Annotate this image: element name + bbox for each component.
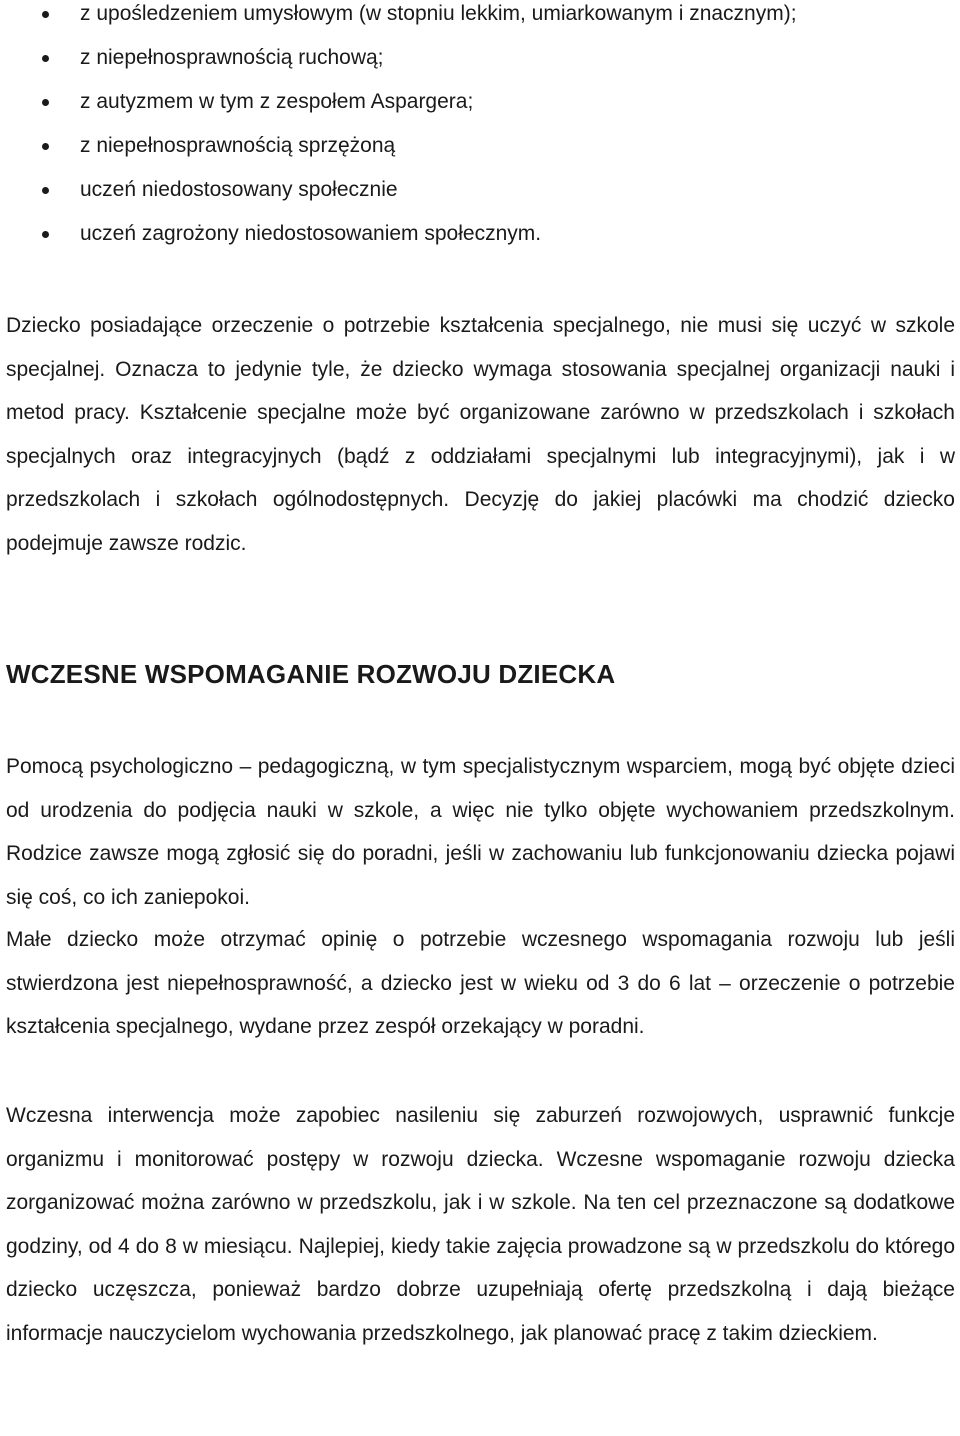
- bullet-icon: [42, 55, 49, 62]
- bullet-icon: [42, 187, 49, 194]
- list-item: [6, 0, 955, 43]
- list-item: [6, 131, 955, 175]
- intro-paragraph: Dziecko posiadające orzeczenie o potrzebie kształcenia specjalnego, nie musi się uczyć w szkole specjalnej. Oznacza to jedynie tyle, że dziecko wymaga stosowania specjalnej organizacji nauki i metod pracy. Kształcenie specjalne może być organizowane zarówno w przedszkolach i szkołach specjalnych oraz integracyjnych (bądź z oddziałami specjalnymi lub integracyjnymi), jak i w przedszkolach i szkołach ogólnodostępnych. Decyzję do jakiej placówki ma chodzić dziecko podejmuje zawsze rodzic.: [6, 314, 955, 555]
- bullet-icon: [42, 11, 49, 18]
- list-item: [6, 175, 955, 219]
- early-support-paragraph-1: Pomocą psychologiczno – pedagogiczną, w tym specjalistycznym wsparciem, mogą być objęte dzieci od urodzenia do podjęcia nauki w szkole, a więc nie tylko objęte wychowaniem przedszkolnym. Rodzice zawsze mogą zgłosić się do poradni, jeśli w zachowaniu lub funkcjonowaniu dziecka pojawi się coś, co ich zaniepokoi.: [6, 755, 955, 909]
- list-item-text: uczeń niedostosowany społecznie: [80, 178, 398, 201]
- list-item: [6, 87, 955, 131]
- list-item: [6, 43, 955, 87]
- list-item-text: z autyzmem w tym z zespołem Aspargera;: [80, 90, 474, 113]
- bullet-icon: [42, 231, 49, 238]
- bullet-icon: [42, 99, 49, 106]
- list-item-text: z niepełnosprawnością ruchową;: [80, 46, 384, 69]
- list-item-text: z upośledzeniem umysłowym (w stopniu lekkim, umiarkowanym i znacznym);: [80, 2, 797, 25]
- early-support-paragraph-3: Wczesna interwencja może zapobiec nasileniu się zaburzeń rozwojowych, usprawnić funkcje organizmu i monitorować postępy w rozwoju dziecka. Wczesne wspomaganie rozwoju dziecka zorganizować można zarówno w przedszkolu, jak i w szkole. Na ten cel przeznaczone są dodatkowe godziny, od 4 do 8 w miesiącu. Najlepiej, kiedy takie zajęcia prowadzone są w przedszkolu do którego dziecko uczęszcza, ponieważ bardzo dobrze uzupełniają ofertę przedszkolną i dają bieżące informacje nauczycielom wychowania przedszkolnego, jak planować pracę z takim dzieckiem.: [6, 1104, 955, 1345]
- early-support-paragraph-2: Małe dziecko może otrzymać opinię o potrzebie wczesnego wspomagania rozwoju lub jeśli stwierdzona jest niepełnosprawność, a dziecko jest w wieku od 3 do 6 lat – orzeczenie o potrzebie kształcenia specjalnego, wydane przez zespół orzekający w poradni.: [6, 928, 955, 1039]
- list-item-text: uczeń zagrożony niedostosowaniem społecznym.: [80, 222, 542, 245]
- bullet-icon: [42, 143, 49, 150]
- section-heading: WCZESNE WSPOMAGANIE ROZWOJU DZIECKA: [6, 659, 616, 689]
- list-item: [6, 219, 955, 263]
- disability-list: [6, 0, 955, 263]
- list-item-text: z niepełnosprawnością sprzężoną: [80, 134, 396, 157]
